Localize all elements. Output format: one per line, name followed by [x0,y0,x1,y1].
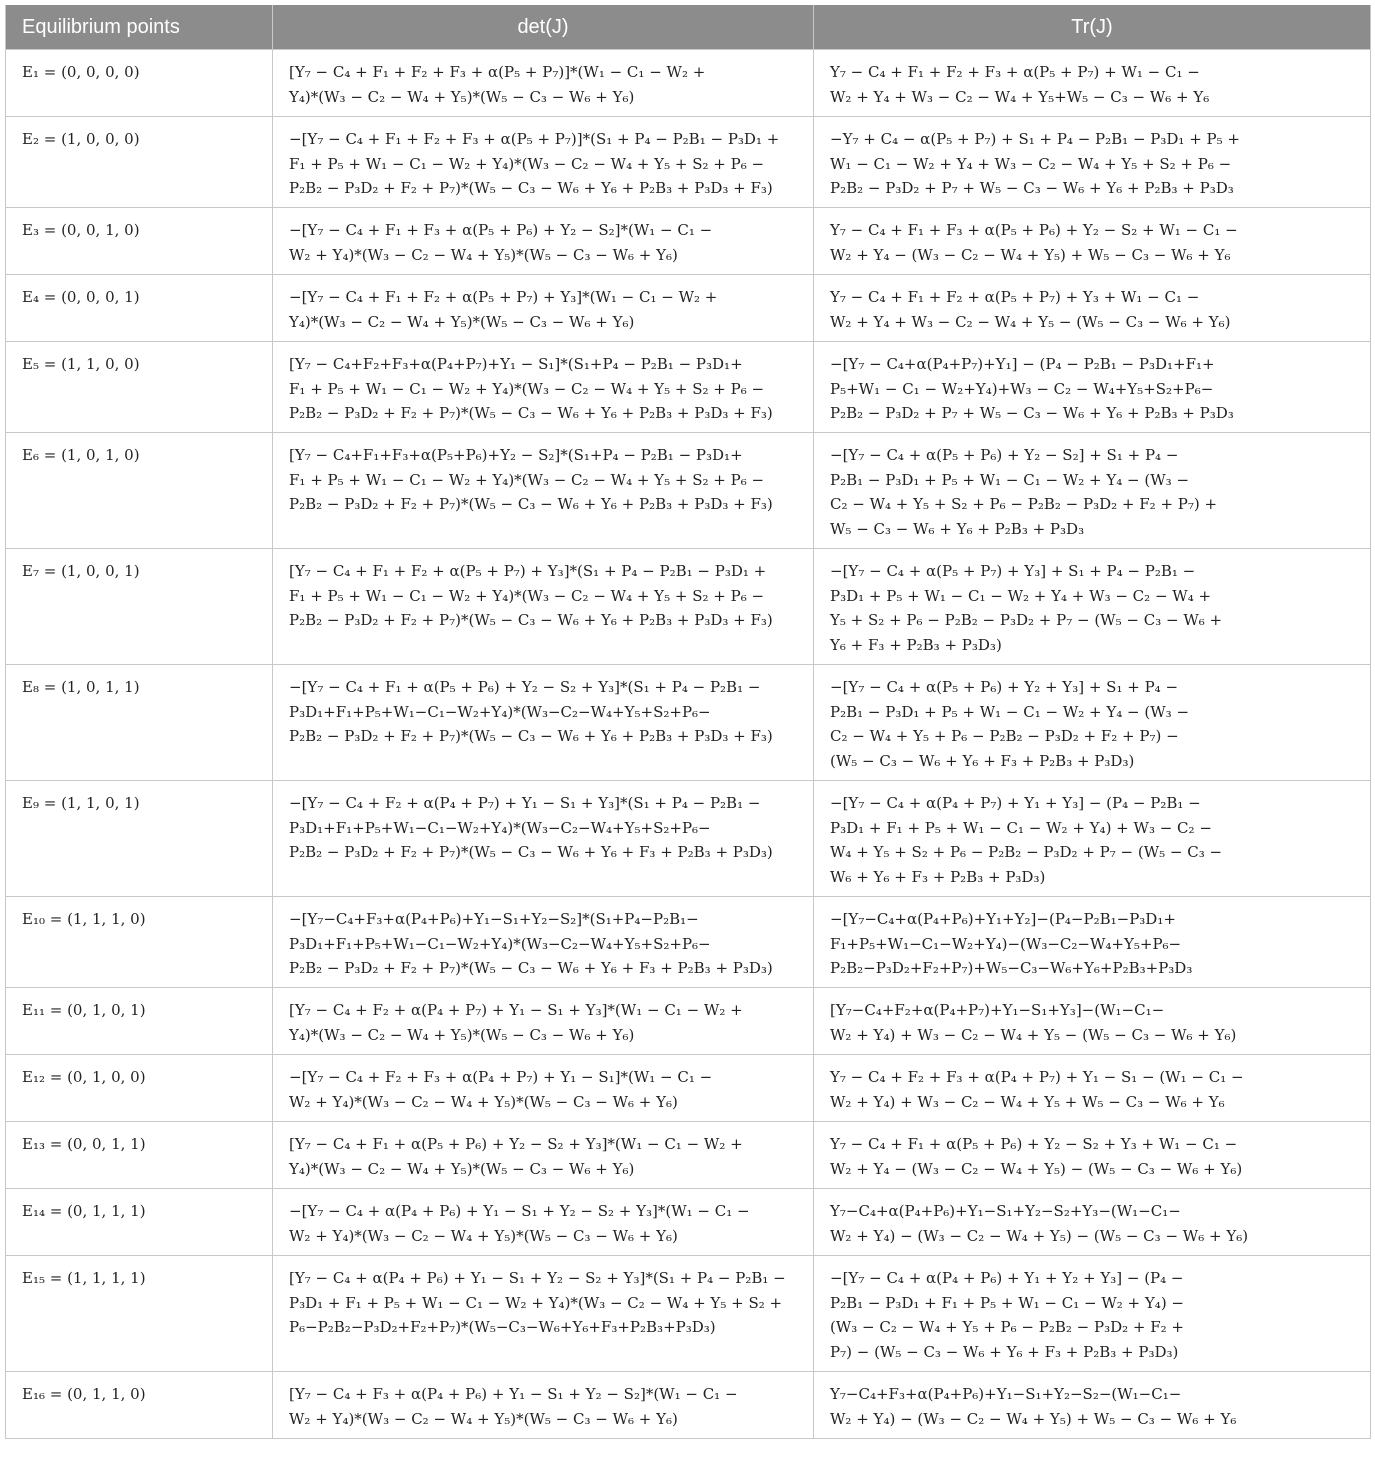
tr-j-cell: Y₇ − C₄ + F₁ + F₂ + α(P₅ + P₇) + Y₃ + W₁ − C₁ − W₂ + Y₄ + W₃ − C₂ − W₄ + Y₅ − (W₅ − C₃ − W₆ + Y₆) [814,275,1371,342]
tr-j-cell: Y₇ − C₄ + F₂ + F₃ + α(P₄ + P₇) + Y₁ − S₁ − (W₁ − C₁ − W₂ + Y₄) + W₃ − C₂ − W₄ + Y₅ + W₅ − C₃ − W₆ + Y₆ [814,1055,1371,1122]
equilibrium-point-cell: E₃ = (0, 0, 1, 0) [6,208,273,275]
tr-j-cell: Y₇−C₄+F₃+α(P₄+P₆)+Y₁−S₁+Y₂−S₂−(W₁−C₁− W₂ + Y₄) − (W₃ − C₂ − W₄ + Y₅) + W₅ − C₃ − W₆ + Y₆ [814,1372,1371,1439]
tr-j-cell: [Y₇−C₄+F₂+α(P₄+P₇)+Y₁−S₁+Y₃]−(W₁−C₁− W₂ + Y₄) + W₃ − C₂ − W₄ + Y₅ − (W₅ − C₃ − W₆ + Y₆) [814,988,1371,1055]
table-row [6,275,1371,342]
tr-j-cell: Y₇−C₄+α(P₄+P₆)+Y₁−S₁+Y₂−S₂+Y₃−(W₁−C₁− W₂ + Y₄) − (W₃ − C₂ − W₄ + Y₅) − (W₅ − C₃ − W₆ + Y₆) [814,1189,1371,1256]
table-row [6,988,1371,1055]
table-row [6,665,1371,781]
tr-j-cell: Y₇ − C₄ + F₁ + α(P₅ + P₆) + Y₂ − S₂ + Y₃ + W₁ − C₁ − W₂ + Y₄ − (W₃ − C₂ − W₄ + Y₅) − (W₅ − C₃ − W₆ + Y₆) [814,1122,1371,1189]
equilibrium-point-cell: E₈ = (1, 0, 1, 1) [6,665,273,781]
det-j-cell: [Y₇ − C₄ + F₁ + F₂ + F₃ + α(P₅ + P₇)]*(W₁ − C₁ − W₂ + Y₄)*(W₃ − C₂ − W₄ + Y₅)*(W₅ − C₃ − W₆ + Y₆) [273,50,814,117]
table-row [6,208,1371,275]
equilibrium-table [5,5,1371,1439]
table-row [6,897,1371,988]
tr-j-cell: −[Y₇ − C₄ + α(P₄ + P₆) + Y₁ + Y₂ + Y₃] − (P₄ − P₂B₁ − P₃D₁ + F₁ + P₅ + W₁ − C₁ − W₂ + Y₄) − (W₃ − C₂ − W₄ + Y₅ + P₆ − P₂B₂ − P₃D₂ + F₂ + P₇) − (W₅ − C₃ − W₆ + Y₆ + F₃ + P₂B₃ + P₃D₃) [814,1256,1371,1372]
tr-j-cell: −[Y₇ − C₄ + α(P₅ + P₆) + Y₂ + Y₃] + S₁ + P₄ − P₂B₁ − P₃D₁ + P₅ + W₁ − C₁ − W₂ + Y₄ − (W₃ − C₂ − W₄ + Y₅ + P₆ − P₂B₂ − P₃D₂ + F₂ + P₇) − (W₅ − C₃ − W₆ + Y₆ + F₃ + P₂B₃ + P₃D₃) [814,665,1371,781]
det-j-cell: [Y₇ − C₄+F₂+F₃+α(P₄+P₇)+Y₁ − S₁]*(S₁+P₄ − P₂B₁ − P₃D₁+ F₁ + P₅ + W₁ − C₁ − W₂ + Y₄)*(W₃ − C₂ − W₄ + Y₅ + S₂ + P₆ − P₂B₂ − P₃D₂ + F₂ + P₇)*(W₅ − C₃ − W₆ + Y₆ + P₂B₃ + P₃D₃ + F₃) [273,342,814,433]
table-row [6,117,1371,208]
det-j-cell: [Y₇ − C₄+F₁+F₃+α(P₅+P₆)+Y₂ − S₂]*(S₁+P₄ − P₂B₁ − P₃D₁+ F₁ + P₅ + W₁ − C₁ − W₂ + Y₄)*(W₃ − C₂ − W₄ + Y₅ + S₂ + P₆ − P₂B₂ − P₃D₂ + F₂ + P₇)*(W₅ − C₃ − W₆ + Y₆ + P₂B₃ + P₃D₃ + F₃) [273,433,814,549]
header-tr-j: Tr(J) [814,5,1371,50]
det-j-cell: −[Y₇ − C₄ + F₂ + α(P₄ + P₇) + Y₁ − S₁ + Y₃]*(S₁ + P₄ − P₂B₁ − P₃D₁+F₁+P₅+W₁−C₁−W₂+Y₄)*(W₃−C₂−W₄+Y₅+S₂+P₆− P₂B₂ − P₃D₂ + F₂ + P₇)*(W₅ − C₃ − W₆ + Y₆ + F₃ + P₂B₃ + P₃D₃) [273,781,814,897]
table-row [6,549,1371,665]
equilibrium-point-cell: E₄ = (0, 0, 0, 1) [6,275,273,342]
table-row [6,1256,1371,1372]
table-row [6,1189,1371,1256]
det-j-cell: −[Y₇ − C₄ + F₁ + α(P₅ + P₆) + Y₂ − S₂ + Y₃]*(S₁ + P₄ − P₂B₁ − P₃D₁+F₁+P₅+W₁−C₁−W₂+Y₄)*(W₃−C₂−W₄+Y₅+S₂+P₆− P₂B₂ − P₃D₂ + F₂ + P₇)*(W₅ − C₃ − W₆ + Y₆ + P₂B₃ + P₃D₃ + F₃) [273,665,814,781]
equilibrium-point-cell: E₁₂ = (0, 1, 0, 0) [6,1055,273,1122]
equilibrium-point-cell: E₁₁ = (0, 1, 0, 1) [6,988,273,1055]
tr-j-cell: −[Y₇ − C₄ + α(P₅ + P₆) + Y₂ − S₂] + S₁ + P₄ − P₂B₁ − P₃D₁ + P₅ + W₁ − C₁ − W₂ + Y₄ − (W₃ − C₂ − W₄ + Y₅ + S₂ + P₆ − P₂B₂ − P₃D₂ + F₂ + P₇) + W₅ − C₃ − W₆ + Y₆ + P₂B₃ + P₃D₃ [814,433,1371,549]
tr-j-cell: Y₇ − C₄ + F₁ + F₃ + α(P₅ + P₆) + Y₂ − S₂ + W₁ − C₁ − W₂ + Y₄ − (W₃ − C₂ − W₄ + Y₅) + W₅ − C₃ − W₆ + Y₆ [814,208,1371,275]
det-j-cell: −[Y₇ − C₄ + F₂ + F₃ + α(P₄ + P₇) + Y₁ − S₁]*(W₁ − C₁ − W₂ + Y₄)*(W₃ − C₂ − W₄ + Y₅)*(W₅ − C₃ − W₆ + Y₆) [273,1055,814,1122]
table-row [6,1372,1371,1439]
equilibrium-point-cell: E₁₄ = (0, 1, 1, 1) [6,1189,273,1256]
header-det-j: det(J) [273,5,814,50]
det-j-cell: −[Y₇ − C₄ + F₁ + F₂ + F₃ + α(P₅ + P₇)]*(S₁ + P₄ − P₂B₁ − P₃D₁ + F₁ + P₅ + W₁ − C₁ − W₂ + Y₄)*(W₃ − C₂ − W₄ + Y₅ + S₂ + P₆ − P₂B₂ − P₃D₂ + F₂ + P₇)*(W₅ − C₃ − W₆ + Y₆ + P₂B₃ + P₃D₃ + F₃) [273,117,814,208]
det-j-cell: [Y₇ − C₄ + F₂ + α(P₄ + P₇) + Y₁ − S₁ + Y₃]*(W₁ − C₁ − W₂ + Y₄)*(W₃ − C₂ − W₄ + Y₅)*(W₅ − C₃ − W₆ + Y₆) [273,988,814,1055]
header-row [6,5,1371,50]
det-j-cell: −[Y₇ − C₄ + F₁ + F₂ + α(P₅ + P₇) + Y₃]*(W₁ − C₁ − W₂ + Y₄)*(W₃ − C₂ − W₄ + Y₅)*(W₅ − C₃ − W₆ + Y₆) [273,275,814,342]
det-j-cell: −[Y₇ − C₄ + α(P₄ + P₆) + Y₁ − S₁ + Y₂ − S₂ + Y₃]*(W₁ − C₁ − W₂ + Y₄)*(W₃ − C₂ − W₄ + Y₅)*(W₅ − C₃ − W₆ + Y₆) [273,1189,814,1256]
tr-j-cell: −Y₇ + C₄ − α(P₅ + P₇) + S₁ + P₄ − P₂B₁ − P₃D₁ + P₅ + W₁ − C₁ − W₂ + Y₄ + W₃ − C₂ − W₄ + Y₅ + S₂ + P₆ − P₂B₂ − P₃D₂ + P₇ + W₅ − C₃ − W₆ + Y₆ + P₂B₃ + P₃D₃ [814,117,1371,208]
table-body [6,50,1371,1439]
det-j-cell: [Y₇ − C₄ + α(P₄ + P₆) + Y₁ − S₁ + Y₂ − S₂ + Y₃]*(S₁ + P₄ − P₂B₁ − P₃D₁ + F₁ + P₅ + W₁ − C₁ − W₂ + Y₄)*(W₃ − C₂ − W₄ + Y₅ + S₂ + P₆−P₂B₂−P₃D₂+F₂+P₇)*(W₅−C₃−W₆+Y₆+F₃+P₂B₃+P₃D₃) [273,1256,814,1372]
table-row [6,50,1371,117]
table-header [6,5,1371,50]
table-row [6,1055,1371,1122]
det-j-cell: −[Y₇−C₄+F₃+α(P₄+P₆)+Y₁−S₁+Y₂−S₂]*(S₁+P₄−P₂B₁− P₃D₁+F₁+P₅+W₁−C₁−W₂+Y₄)*(W₃−C₂−W₄+Y₅+S₂+P₆− P₂B₂ − P₃D₂ + F₂ + P₇)*(W₅ − C₃ − W₆ + Y₆ + F₃ + P₂B₃ + P₃D₃) [273,897,814,988]
equilibrium-point-cell: E₉ = (1, 1, 0, 1) [6,781,273,897]
table-row [6,1122,1371,1189]
tr-j-cell: −[Y₇ − C₄+α(P₄+P₇)+Y₁] − (P₄ − P₂B₁ − P₃D₁+F₁+ P₅+W₁ − C₁ − W₂+Y₄)+W₃ − C₂ − W₄+Y₅+S₂+P₆− P₂B₂ − P₃D₂ + P₇ + W₅ − C₃ − W₆ + Y₆ + P₂B₃ + P₃D₃ [814,342,1371,433]
table-row [6,342,1371,433]
table-row [6,781,1371,897]
det-j-cell: [Y₇ − C₄ + F₃ + α(P₄ + P₆) + Y₁ − S₁ + Y₂ − S₂]*(W₁ − C₁ − W₂ + Y₄)*(W₃ − C₂ − W₄ + Y₅)*(W₅ − C₃ − W₆ + Y₆) [273,1372,814,1439]
equilibrium-point-cell: E₁₆ = (0, 1, 1, 0) [6,1372,273,1439]
tr-j-cell: Y₇ − C₄ + F₁ + F₂ + F₃ + α(P₅ + P₇) + W₁ − C₁ − W₂ + Y₄ + W₃ − C₂ − W₄ + Y₅+W₅ − C₃ − W₆ + Y₆ [814,50,1371,117]
equilibrium-point-cell: E₂ = (1, 0, 0, 0) [6,117,273,208]
header-equilibrium-points: Equilibrium points [6,5,273,50]
equilibrium-point-cell: E₁₅ = (1, 1, 1, 1) [6,1256,273,1372]
equilibrium-point-cell: E₁ = (0, 0, 0, 0) [6,50,273,117]
det-j-cell: −[Y₇ − C₄ + F₁ + F₃ + α(P₅ + P₆) + Y₂ − S₂]*(W₁ − C₁ − W₂ + Y₄)*(W₃ − C₂ − W₄ + Y₅)*(W₅ − C₃ − W₆ + Y₆) [273,208,814,275]
table-row [6,433,1371,549]
tr-j-cell: −[Y₇ − C₄ + α(P₅ + P₇) + Y₃] + S₁ + P₄ − P₂B₁ − P₃D₁ + P₅ + W₁ − C₁ − W₂ + Y₄ + W₃ − C₂ − W₄ + Y₅ + S₂ + P₆ − P₂B₂ − P₃D₂ + P₇ − (W₅ − C₃ − W₆ + Y₆ + F₃ + P₂B₃ + P₃D₃) [814,549,1371,665]
tr-j-cell: −[Y₇−C₄+α(P₄+P₆)+Y₁+Y₂]−(P₄−P₂B₁−P₃D₁+ F₁+P₅+W₁−C₁−W₂+Y₄)−(W₃−C₂−W₄+Y₅+P₆− P₂B₂−P₃D₂+F₂+P₇)+W₅−C₃−W₆+Y₆+P₂B₃+P₃D₃ [814,897,1371,988]
det-j-cell: [Y₇ − C₄ + F₁ + α(P₅ + P₆) + Y₂ − S₂ + Y₃]*(W₁ − C₁ − W₂ + Y₄)*(W₃ − C₂ − W₄ + Y₅)*(W₅ − C₃ − W₆ + Y₆) [273,1122,814,1189]
tr-j-cell: −[Y₇ − C₄ + α(P₄ + P₇) + Y₁ + Y₃] − (P₄ − P₂B₁ − P₃D₁ + F₁ + P₅ + W₁ − C₁ − W₂ + Y₄) + W₃ − C₂ − W₄ + Y₅ + S₂ + P₆ − P₂B₂ − P₃D₂ + P₇ − (W₅ − C₃ − W₆ + Y₆ + F₃ + P₂B₃ + P₃D₃) [814,781,1371,897]
equilibrium-point-cell: E₁₃ = (0, 0, 1, 1) [6,1122,273,1189]
equilibrium-point-cell: E₅ = (1, 1, 0, 0) [6,342,273,433]
equilibrium-point-cell: E₆ = (1, 0, 1, 0) [6,433,273,549]
equilibrium-point-cell: E₁₀ = (1, 1, 1, 0) [6,897,273,988]
equilibrium-point-cell: E₇ = (1, 0, 0, 1) [6,549,273,665]
det-j-cell: [Y₇ − C₄ + F₁ + F₂ + α(P₅ + P₇) + Y₃]*(S₁ + P₄ − P₂B₁ − P₃D₁ + F₁ + P₅ + W₁ − C₁ − W₂ + Y₄)*(W₃ − C₂ − W₄ + Y₅ + S₂ + P₆ − P₂B₂ − P₃D₂ + F₂ + P₇)*(W₅ − C₃ − W₆ + Y₆ + P₂B₃ + P₃D₃ + F₃) [273,549,814,665]
table-container [5,5,1370,1439]
